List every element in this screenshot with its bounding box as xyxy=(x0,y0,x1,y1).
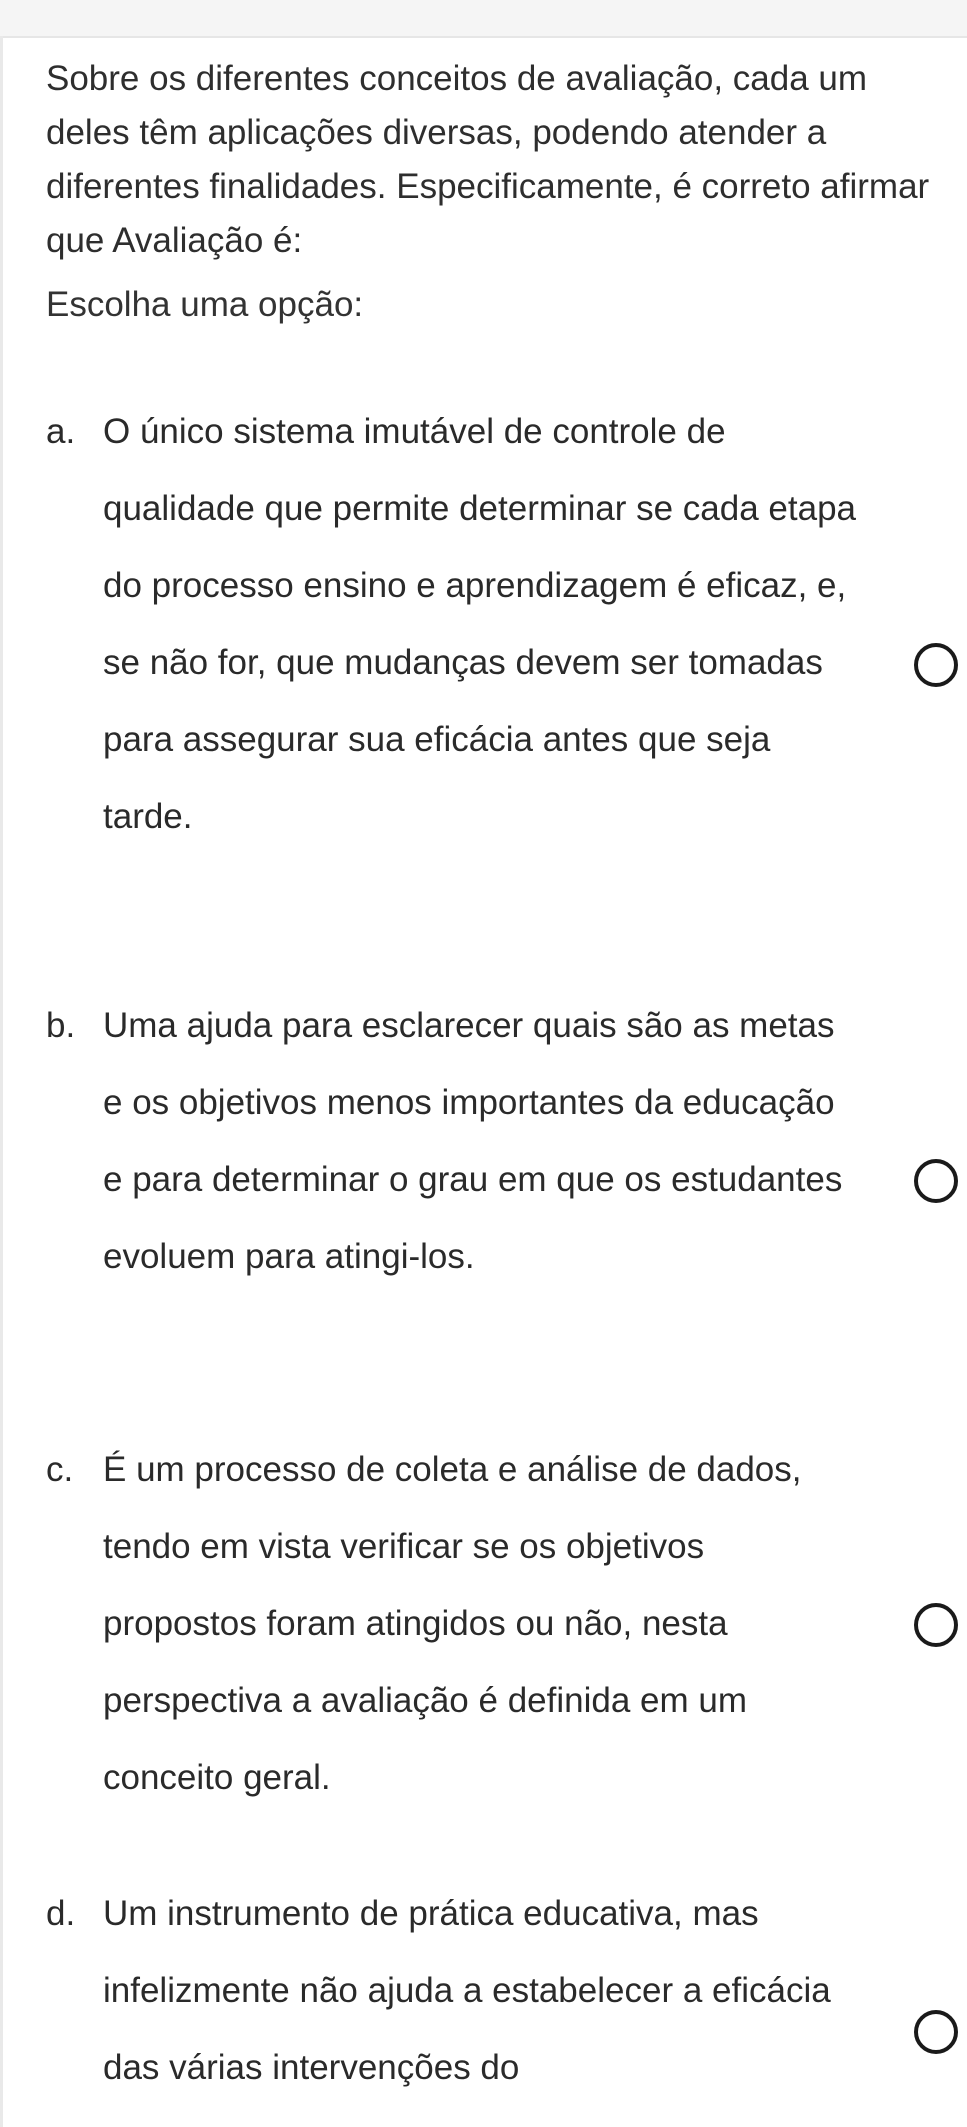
option-text: O único sistema imutável de controle de qualidade que permite determinar se cada etapa do processo ensino e aprendizagem é eficaz, e, se não for, que mudanças devem ser tomadas para assegurar sua eficácia antes que seja tarde. xyxy=(103,412,856,836)
question-text: Sobre os diferentes conceitos de avaliação, cada um deles têm aplicações diversas, podendo atender a diferentes finalidades. Especificamente, é correto afirmar que Avaliação é: xyxy=(46,59,930,260)
left-border xyxy=(0,36,3,2127)
radio-button-a[interactable] xyxy=(914,643,958,687)
radio-button-c[interactable] xyxy=(914,1603,958,1647)
answer-option-c[interactable] xyxy=(46,1431,967,1816)
answer-option-d[interactable] xyxy=(46,1875,967,2127)
choose-option-prompt: Escolha uma opção: xyxy=(46,285,364,324)
option-letter: b. xyxy=(46,1006,76,1045)
radio-button-d[interactable] xyxy=(914,2010,958,2054)
answer-option-a[interactable] xyxy=(46,393,967,933)
option-text: É um processo de coleta e análise de dados, tendo em vista verificar se os objetivos propostos foram atingidos ou não, nesta perspectiva a avaliação é definida em um conceito geral. xyxy=(103,1450,802,1797)
option-letter: c. xyxy=(46,1450,74,1489)
top-header-bar xyxy=(0,0,967,38)
option-letter: d. xyxy=(46,1894,76,1933)
option-text: Um instrumento de prática educativa, mas infelizmente não ajuda a estabelecer a eficácia das várias intervenções do xyxy=(103,1894,831,2087)
radio-button-b[interactable] xyxy=(914,1159,958,1203)
option-text: Uma ajuda para esclarecer quais são as metas e os objetivos menos importantes da educação e para determinar o grau em que os estudantes evoluem para atingi-los. xyxy=(103,1006,843,1276)
answer-option-b[interactable] xyxy=(46,987,967,1372)
option-letter: a. xyxy=(46,412,76,451)
